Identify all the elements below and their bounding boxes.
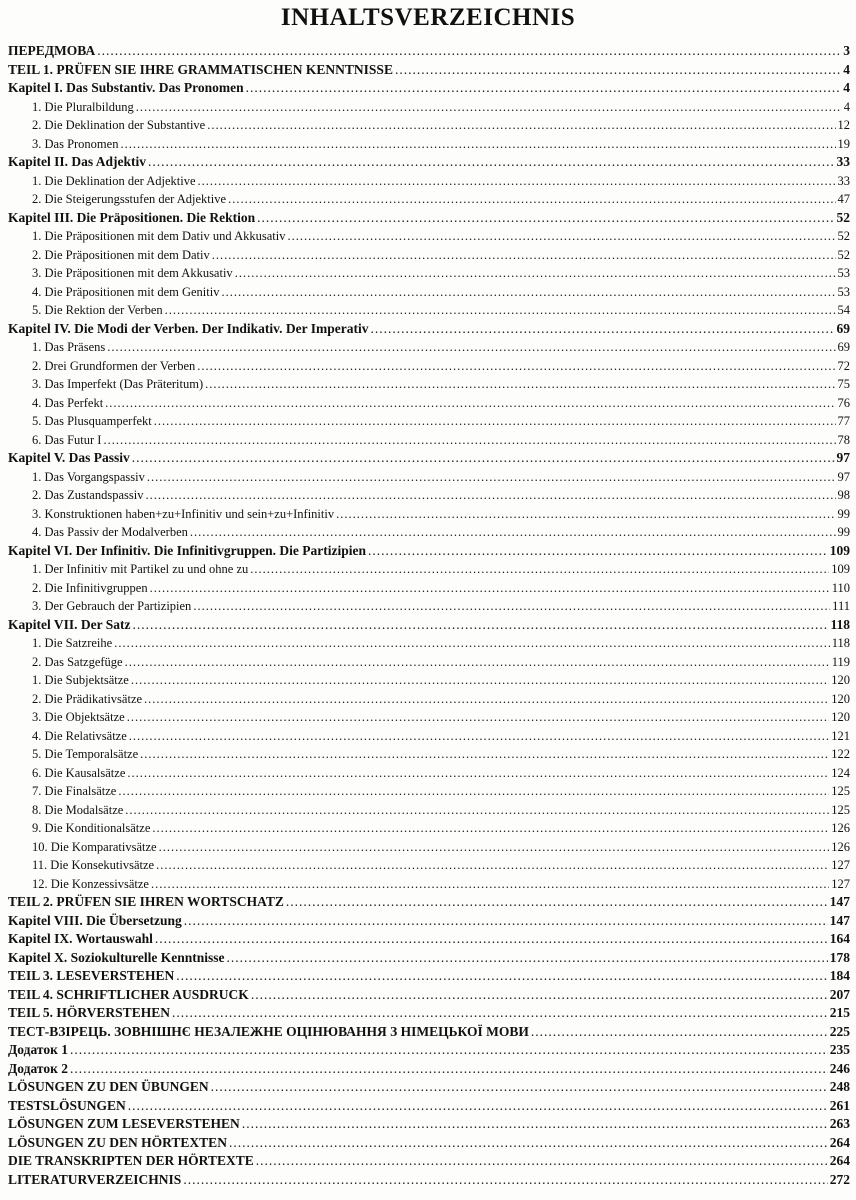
dot-leader [368, 542, 828, 561]
toc-page-number: 72 [837, 358, 850, 373]
dot-leader [336, 505, 835, 524]
toc-page-number: 215 [829, 1005, 850, 1020]
toc-page-number: 164 [829, 931, 850, 946]
toc-heading-entry[interactable] [8, 1115, 850, 1134]
toc-subentry[interactable] [8, 745, 850, 764]
dot-leader [145, 486, 835, 505]
toc-subentry[interactable] [8, 338, 850, 357]
dot-leader [286, 893, 828, 912]
toc-subentry[interactable] [8, 394, 850, 413]
dot-leader [132, 449, 835, 468]
toc-subentry[interactable] [8, 486, 850, 505]
toc-subentry[interactable] [8, 116, 850, 135]
toc-entry-title: 1. Die Satzreihe [32, 636, 113, 650]
toc-page-number: 110 [831, 580, 850, 595]
toc-entry-title: 4. Das Perfekt [32, 395, 104, 410]
dot-leader [228, 190, 835, 209]
dot-leader [193, 597, 830, 616]
toc-page-number: 147 [829, 894, 850, 909]
toc-heading-entry[interactable] [8, 1152, 850, 1171]
dot-leader [133, 616, 829, 635]
toc-entry-title: ПЕРЕДМОВА [8, 43, 96, 58]
toc-page-number: 97 [836, 450, 850, 465]
toc-page-number: 52 [836, 209, 850, 225]
toc-page-number: 33 [837, 173, 850, 188]
toc-page-number: 76 [837, 395, 850, 410]
toc-heading-entry[interactable] [8, 542, 850, 561]
toc-entry-title: 3. Das Imperfekt (Das Präteritum) [32, 377, 204, 391]
toc-entry-title: Додаток 2 [8, 1060, 68, 1076]
toc-heading-entry[interactable] [8, 1078, 850, 1097]
dot-leader [148, 153, 834, 172]
toc-entry-title: Додаток 1 [8, 1042, 68, 1057]
dot-leader [531, 1023, 828, 1042]
toc-subentry[interactable] [8, 764, 850, 783]
toc-subentry[interactable] [8, 375, 850, 394]
toc-page-number: 52 [837, 229, 850, 243]
toc-entry-title: 2. Die Präpositionen mit dem Dativ [32, 247, 210, 262]
dot-leader [229, 1134, 828, 1153]
toc-subentry[interactable] [8, 560, 850, 579]
dot-leader [70, 1041, 828, 1060]
toc-entry-title: 3. Der Gebrauch der Partizipien [32, 599, 192, 613]
toc-subentry[interactable] [8, 653, 850, 672]
dot-leader [154, 412, 836, 431]
dot-leader [211, 1078, 828, 1097]
dot-leader [118, 782, 829, 801]
toc-subentry[interactable] [8, 801, 850, 820]
toc-page-number: 264 [829, 1134, 850, 1150]
dot-leader [159, 838, 830, 857]
dot-leader [151, 875, 829, 894]
dot-leader [155, 930, 828, 949]
toc-entry-title: 1. Die Deklination der Adjektive [32, 173, 196, 188]
dot-leader [120, 135, 835, 154]
toc-subentry[interactable] [8, 246, 850, 265]
dot-leader [140, 745, 829, 764]
dot-leader [147, 468, 836, 487]
dot-leader [128, 1097, 828, 1116]
toc-subentry[interactable] [8, 875, 850, 894]
toc-entry-title: Kapitel IV. Die Modi der Verben. Der Indikativ. Der Imperativ [8, 320, 369, 336]
toc-entry-title: 1. Die Präpositionen mit dem Dativ und Akkusativ [32, 229, 286, 243]
dot-leader [197, 357, 835, 376]
toc-entry-title: ТЕСТ-ВЗІРЕЦЬ. ЗОВНІШНЄ НЕЗАЛЕЖНЕ ОЦІНЮВАННЯ З НІМЕЦЬКОЇ МОВИ [8, 1023, 529, 1039]
toc-subentry[interactable] [8, 431, 850, 450]
toc-page-number: 99 [837, 525, 850, 539]
toc-entry-title: Kapitel VIII. Die Übersetzung [8, 912, 182, 928]
toc-entry-title: Kapitel VII. Der Satz [8, 616, 131, 632]
toc-page-number: 78 [837, 432, 850, 447]
toc-subentry[interactable] [8, 782, 850, 801]
toc-page-number: 75 [837, 377, 850, 391]
toc-page-number: 272 [829, 1171, 850, 1187]
toc-subentry[interactable] [8, 190, 850, 209]
toc-entry-title: Kapitel I. Das Substantiv. Das Pronomen [8, 80, 244, 95]
toc-page-number: 124 [831, 765, 850, 780]
toc-subentry[interactable] [8, 98, 850, 117]
toc-page-number: 118 [830, 616, 850, 632]
toc-entry-title: LÖSUNGEN ZU DEN ÜBUNGEN [8, 1079, 209, 1094]
toc-page-number: 109 [831, 562, 850, 576]
toc-page-number: 33 [836, 154, 850, 169]
dot-leader [190, 523, 836, 542]
dot-leader [125, 653, 830, 672]
toc-page-number: 207 [829, 986, 850, 1002]
dot-leader [70, 1060, 828, 1079]
toc-heading-entry[interactable] [8, 912, 850, 931]
toc-subentry[interactable] [8, 357, 850, 376]
toc-heading-entry[interactable] [8, 893, 850, 912]
toc-heading-entry[interactable] [8, 986, 850, 1005]
toc-entry-title: 8. Die Modalsätze [32, 802, 124, 817]
toc-entry-title: 1. Das Vorgangspassiv [32, 469, 145, 484]
toc-subentry[interactable] [8, 727, 850, 746]
toc-entry-title: 10. Die Komparativsätze [32, 839, 157, 854]
toc-heading-entry[interactable] [8, 949, 850, 968]
dot-leader [156, 856, 829, 875]
toc-subentry[interactable] [8, 671, 850, 690]
toc-entry-title: TEIL 5. HÖRVERSTEHEN [8, 1005, 170, 1020]
dot-leader [127, 708, 830, 727]
toc-entry-title: 2. Das Zustandspassiv [32, 488, 144, 502]
dot-leader [207, 116, 835, 135]
dot-leader [287, 227, 835, 246]
dot-leader [107, 338, 835, 357]
dot-leader [257, 209, 834, 228]
toc-entry-title: 1. Der Infinitiv mit Partikel zu und ohne zu [32, 562, 249, 576]
toc-entry-title: 1. Die Subjektsätze [32, 673, 129, 687]
toc-subentry[interactable] [8, 579, 850, 598]
dot-leader [131, 671, 829, 690]
toc-subentry[interactable] [8, 856, 850, 875]
dot-leader [105, 394, 835, 413]
dot-leader [183, 1171, 827, 1190]
toc-entry-title: 5. Die Temporalsätze [32, 747, 139, 761]
dot-leader [205, 375, 835, 394]
toc-heading-entry[interactable] [8, 1171, 850, 1190]
toc-page-number: 53 [837, 284, 850, 299]
toc-page-number: 4 [843, 80, 850, 95]
dot-leader [114, 634, 830, 653]
toc-entry-title: 2. Die Prädikativsätze [32, 691, 143, 706]
toc-page-number: 120 [831, 710, 850, 724]
dot-leader [227, 949, 828, 968]
dot-leader [176, 967, 828, 986]
toc-entry-title: 1. Das Präsens [32, 340, 106, 354]
toc-page-number: 3 [843, 43, 850, 58]
toc-page-number: 118 [831, 636, 850, 650]
toc-heading-entry[interactable] [8, 320, 850, 339]
toc-entry-title: 9. Die Konditionalsätze [32, 821, 151, 835]
page-title: INHALTSVERZEICHNIS [280, 4, 576, 31]
toc-heading-entry[interactable] [8, 153, 850, 172]
toc-entry-title: 3. Das Pronomen [32, 136, 119, 151]
toc-entry-title: TEIL 4. SCHRIFTLICHER AUSDRUCK [8, 986, 249, 1002]
toc-heading-entry[interactable] [8, 209, 850, 228]
table-of-contents [8, 42, 850, 1189]
toc-entry-title: DIE TRANSKRIPTEN DER HÖRTEXTE [8, 1153, 254, 1168]
toc-entry-title: Kapitel VI. Der Infinitiv. Die Infinitivgruppen. Die Partizipien [8, 542, 367, 558]
toc-entry-title: 4. Die Präpositionen mit dem Genitiv [32, 284, 220, 299]
toc-heading-entry[interactable] [8, 1041, 850, 1060]
toc-page-number: 184 [829, 968, 850, 983]
toc-subentry[interactable] [8, 227, 850, 246]
toc-entry-title: 6. Die Kausalsätze [32, 765, 126, 780]
toc-heading-entry[interactable] [8, 1023, 850, 1042]
toc-heading-entry[interactable] [8, 61, 850, 80]
toc-page-number: 19 [837, 136, 850, 151]
toc-page-number: 178 [829, 949, 850, 965]
toc-heading-entry[interactable] [8, 449, 850, 468]
toc-page-number: 54 [837, 303, 850, 317]
dot-leader [152, 819, 829, 838]
toc-entry-title: 6. Das Futur I [32, 432, 102, 447]
toc-subentry[interactable] [8, 819, 850, 838]
toc-subentry[interactable] [8, 523, 850, 542]
toc-entry-title: 2. Die Steigerungsstufen der Adjektive [32, 192, 227, 206]
toc-entry-title: Kapitel X. Soziokulturelle Kenntnisse [8, 949, 225, 965]
toc-page-number: 53 [837, 266, 850, 280]
dot-leader [165, 301, 836, 320]
toc-page-number: 246 [829, 1060, 850, 1076]
dot-leader [221, 283, 835, 302]
toc-entry-title: Kapitel III. Die Präpositionen. Die Rektion [8, 209, 256, 225]
toc-subentry[interactable] [8, 301, 850, 320]
toc-entry-title: TEIL 3. LESEVERSTEHEN [8, 968, 175, 983]
toc-entry-title: Kapitel II. Das Adjektiv [8, 154, 147, 169]
dot-leader [246, 79, 842, 98]
dot-leader [136, 98, 842, 117]
toc-page-number: 69 [836, 320, 850, 336]
toc-page-number: 235 [829, 1042, 850, 1057]
toc-entry-title: 7. Die Finalsätze [32, 784, 117, 798]
toc-page-number: 126 [831, 839, 850, 854]
dot-leader [251, 986, 828, 1005]
toc-subentry[interactable] [8, 597, 850, 616]
toc-heading-entry[interactable] [8, 1134, 850, 1153]
dot-leader [212, 246, 836, 265]
dot-leader [395, 61, 841, 80]
toc-subentry[interactable] [8, 505, 850, 524]
toc-subentry[interactable] [8, 283, 850, 302]
dot-leader [97, 42, 841, 61]
toc-subentry[interactable] [8, 708, 850, 727]
toc-subentry[interactable] [8, 634, 850, 653]
dot-leader [125, 801, 829, 820]
toc-page-number: 47 [837, 192, 850, 206]
toc-entry-title: 3. Die Objektsätze [32, 710, 125, 724]
dot-leader [242, 1115, 828, 1134]
dot-leader [184, 912, 828, 931]
toc-page-number: 97 [837, 469, 850, 484]
dot-leader [198, 172, 836, 191]
toc-page-number: 120 [831, 673, 850, 687]
toc-page-number: 126 [831, 821, 850, 835]
toc-page-number: 125 [831, 802, 850, 817]
toc-subentry[interactable] [8, 838, 850, 857]
toc-heading-entry[interactable] [8, 1097, 850, 1116]
toc-page-number: 52 [837, 247, 850, 262]
toc-subentry[interactable] [8, 264, 850, 283]
dot-leader [235, 264, 836, 283]
toc-entry-title: TEIL 2. PRÜFEN SIE IHREN WORTSCHATZ [8, 894, 284, 909]
toc-page-number: 12 [837, 118, 850, 132]
toc-subentry[interactable] [8, 412, 850, 431]
toc-entry-title: 2. Drei Grundformen der Verben [32, 358, 196, 373]
toc-entry-title: Kapitel IX. Wortauswahl [8, 931, 153, 946]
toc-page-number: 121 [831, 728, 850, 743]
toc-heading-entry[interactable] [8, 1004, 850, 1023]
toc-page-number: 261 [829, 1097, 850, 1113]
dot-leader [150, 579, 830, 598]
dot-leader [103, 431, 835, 450]
toc-entry-title: LÖSUNGEN ZUM LESEVERSTEHEN [8, 1116, 240, 1131]
toc-entry-title: 1. Die Pluralbildung [32, 99, 134, 114]
toc-page-number: 69 [837, 340, 850, 354]
toc-page-number: 119 [831, 654, 850, 669]
toc-page-number: 125 [831, 784, 850, 798]
dot-leader [127, 764, 829, 783]
toc-entry-title: TESTSLÖSUNGEN [8, 1097, 126, 1113]
toc-entry-title: LITERATURVERZEICHNIS [8, 1171, 182, 1187]
toc-page-number: 4 [843, 61, 850, 77]
toc-entry-title: 12. Die Konzessivsätze [32, 876, 149, 891]
toc-page-number: 225 [829, 1023, 850, 1039]
toc-page-number: 120 [831, 691, 850, 706]
toc-heading-entry[interactable] [8, 42, 850, 61]
toc-page-number: 4 [843, 99, 850, 114]
toc-page-number: 147 [829, 912, 850, 928]
toc-entry-title: 3. Die Präpositionen mit dem Akkusativ [32, 266, 233, 280]
toc-page-number: 77 [837, 414, 850, 428]
toc-entry-title: 2. Die Deklination der Substantive [32, 118, 206, 132]
toc-subentry[interactable] [8, 690, 850, 709]
dot-leader [172, 1004, 828, 1023]
toc-subentry[interactable] [8, 172, 850, 191]
toc-subentry[interactable] [8, 135, 850, 154]
toc-entry-title: 11. Die Konsekutivsätze [32, 858, 155, 872]
toc-page-number: 111 [832, 599, 850, 613]
toc-page-number: 98 [837, 488, 850, 502]
toc-page-number: 264 [829, 1153, 850, 1168]
dot-leader [371, 320, 835, 339]
dot-leader [129, 727, 829, 746]
toc-entry-title: TEIL 1. PRÜFEN SIE IHRE GRAMMATISCHEN KENNTNISSE [8, 61, 393, 77]
toc-page-number: 263 [829, 1116, 850, 1131]
toc-entry-title: 3. Konstruktionen haben+zu+Infinitiv und sein+zu+Infinitiv [32, 506, 335, 521]
toc-page-number: 248 [829, 1079, 850, 1094]
toc-page-number: 127 [831, 876, 850, 891]
dot-leader [144, 690, 829, 709]
toc-entry-title: 5. Das Plusquamperfekt [32, 414, 152, 428]
toc-heading-entry[interactable] [8, 930, 850, 949]
toc-entry-title: LÖSUNGEN ZU DEN HÖRTEXTEN [8, 1134, 227, 1150]
dot-leader [256, 1152, 828, 1171]
toc-entry-title: 5. Die Rektion der Verben [32, 303, 163, 317]
toc-heading-entry[interactable] [8, 967, 850, 986]
toc-entry-title: 4. Die Relativsätze [32, 728, 127, 743]
toc-page-number: 109 [829, 542, 850, 558]
toc-entry-title: Kapitel V. Das Passiv [8, 450, 130, 465]
toc-page-number: 99 [837, 506, 850, 521]
toc-entry-title: 4. Das Passiv der Modalverben [32, 525, 188, 539]
toc-entry-title: 2. Das Satzgefüge [32, 654, 123, 669]
toc-page-number: 127 [831, 858, 850, 872]
dot-leader [250, 560, 829, 579]
toc-heading-entry[interactable] [8, 1060, 850, 1079]
toc-heading-entry[interactable] [8, 79, 850, 98]
toc-heading-entry[interactable] [8, 616, 850, 635]
toc-page-number: 122 [831, 747, 850, 761]
toc-entry-title: 2. Die Infinitivgruppen [32, 580, 148, 595]
toc-subentry[interactable] [8, 468, 850, 487]
